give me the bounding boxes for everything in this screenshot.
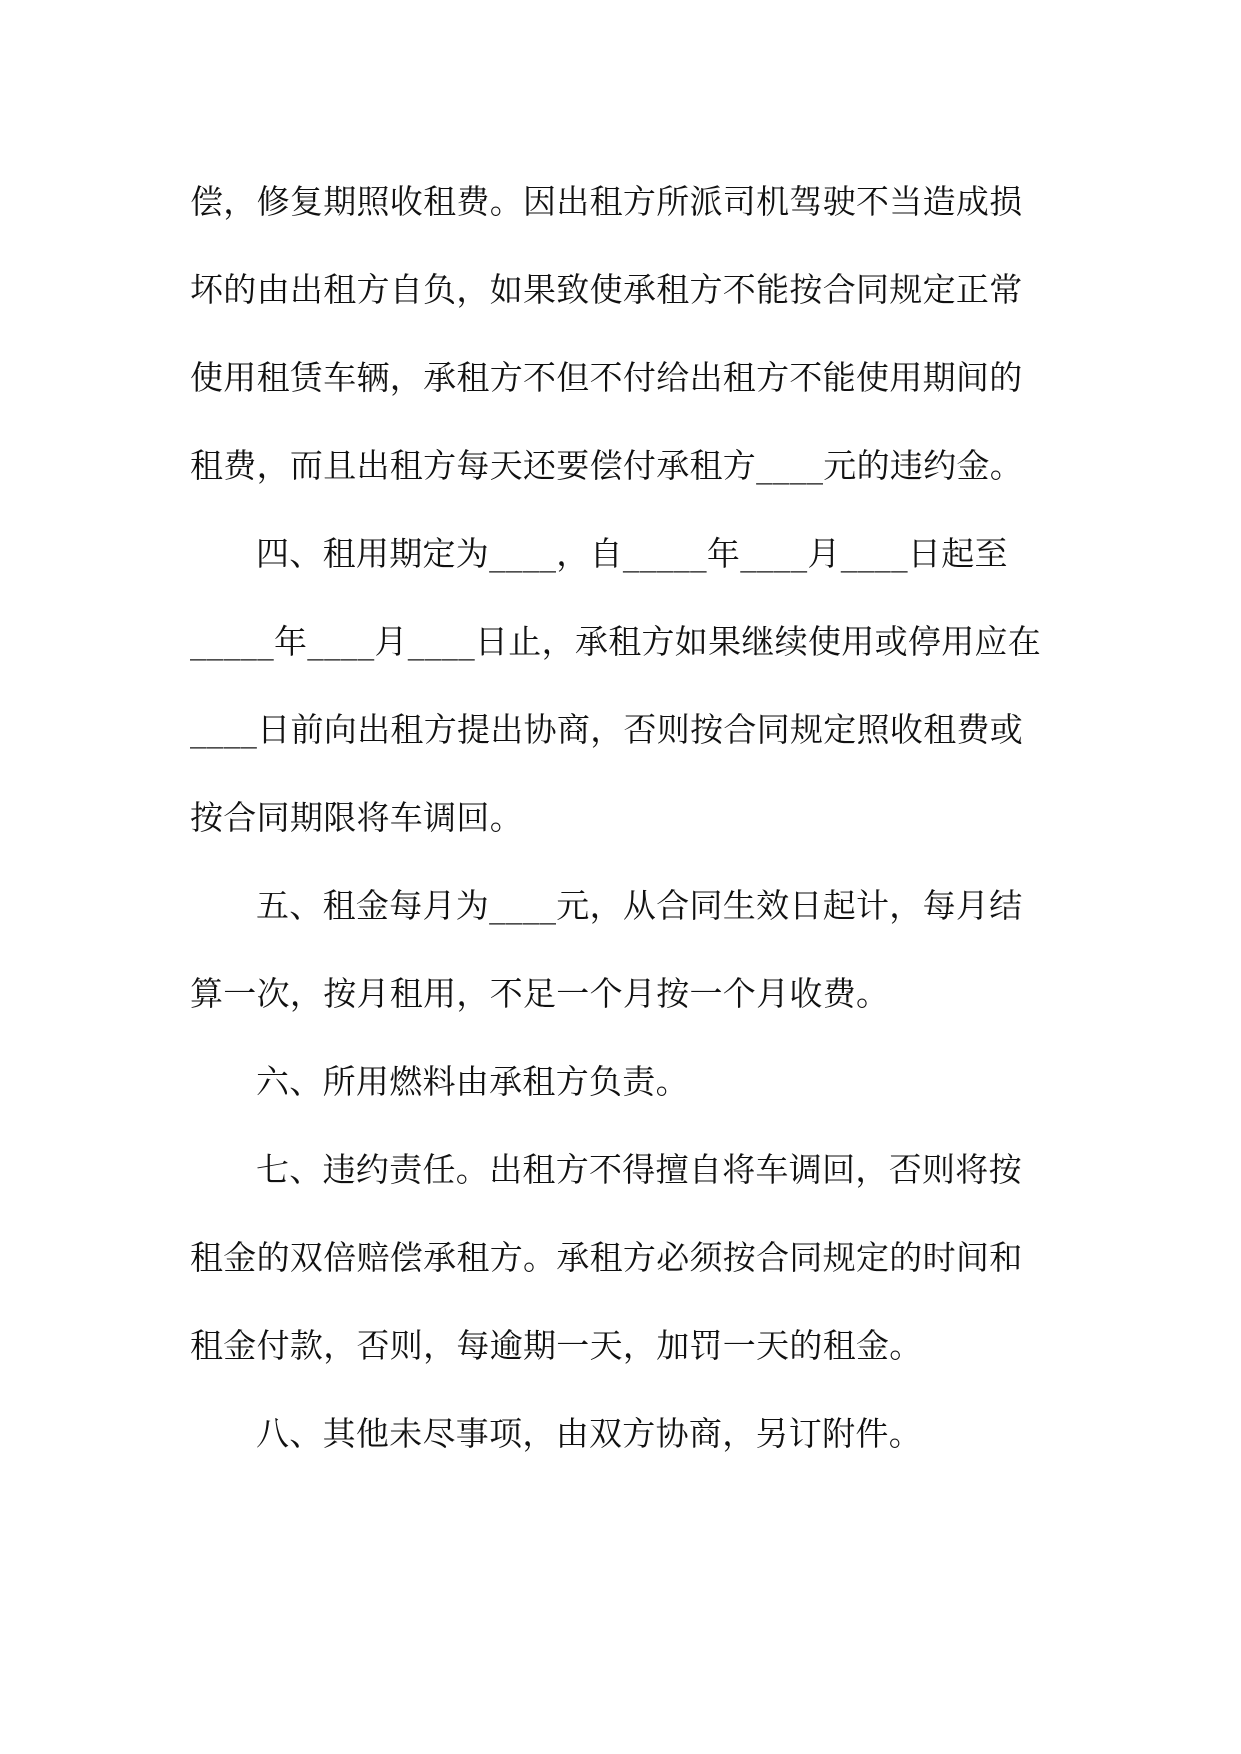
text-line: 租金的双倍赔偿承租方。承租方必须按合同规定的时间和 — [190, 1238, 1023, 1277]
clause-8-heading-line: 八、其他未尽事项，由双方协商，另订附件。 — [256, 1414, 922, 1453]
text-line: 坏的由出租方自负，如果致使承租方不能按合同规定正常 — [190, 270, 1023, 309]
text-line: 租费，而且出租方每天还要偿付承租方____元的违约金。 — [190, 446, 1024, 485]
text-line: ____日前向出租方提出协商，否则按合同规定照收租费或 — [190, 710, 1024, 749]
text-line: 偿，修复期照收租费。因出租方所派司机驾驶不当造成损 — [190, 182, 1023, 221]
text-line: 按合同期限将车调回。 — [190, 798, 523, 837]
clause-6-heading-line: 六、所用燃料由承租方负责。 — [256, 1062, 689, 1101]
text-line: 租金付款，否则，每逾期一天，加罚一天的租金。 — [190, 1326, 923, 1365]
text-line: 使用租赁车辆，承租方不但不付给出租方不能使用期间的 — [190, 358, 1023, 397]
text-line: 算一次，按月租用，不足一个月按一个月收费。 — [190, 974, 890, 1013]
text-line: _____年____月____日止，承租方如果继续使用或停用应在 — [190, 622, 1042, 661]
clause-7-heading-line: 七、违约责任。出租方不得擅自将车调回，否则将按 — [256, 1150, 1022, 1189]
clause-4-heading-line: 四、租用期定为____，自_____年____月____日起至 — [256, 534, 1008, 573]
clause-5-heading-line: 五、租金每月为____元，从合同生效日起计，每月结 — [256, 886, 1023, 925]
